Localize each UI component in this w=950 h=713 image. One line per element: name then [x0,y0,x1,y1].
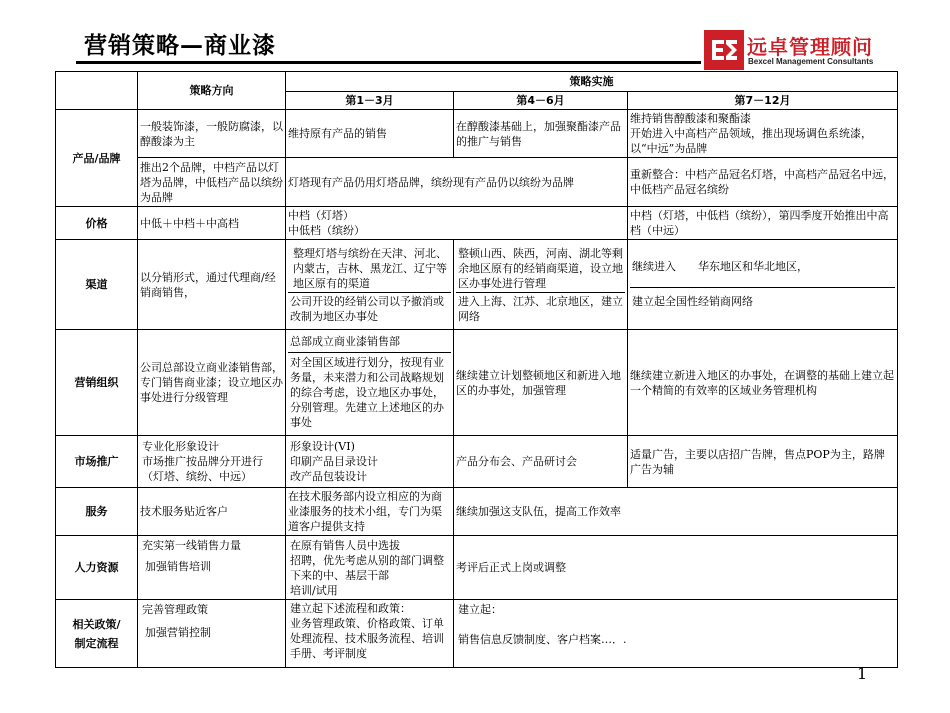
service-p1: 在技术服务部内设立相应的为商业漆服务的技术小组，专门为渠道客户提供支持 [286,488,454,536]
strategy-table [55,71,898,668]
org-p1-part-a: 总部成立商业漆销售部 [290,335,400,348]
channel-p3-part-a: 继续进入 华东地区和华北地区， [632,259,808,273]
policy-direction [138,600,286,668]
row-label-policy-line-b: 制定流程 [74,636,119,650]
company-logo [704,30,882,70]
service-direction: 技术服务贴近客户 [138,488,286,536]
promo-p1-line-b: 印刷产品目录设计 [290,455,378,468]
hr-p23: 考评后正式上岗或调整 [454,536,898,600]
price-p12-line-a: 中档（灯塔） [288,209,354,222]
price-p12-line-b: 中低档（缤纷） [288,224,365,237]
row-label-channel: 渠道 [56,240,138,330]
promo-p2: 产品分布会、产品研讨会 [454,436,628,488]
org-p2: 继续建立计划整顿地区和新进入地区的办事处，加强管理 [454,330,628,436]
policy-direction-line-b: 加强营销控制 [145,626,211,639]
channel-direction: 以分销形式，通过代理商/经销商销售， [138,240,286,330]
header-period-2: 第4－6月 [454,92,628,110]
policy-p1-line-a: 建立起下述流程和政策： [290,602,411,615]
logo-name-cn: 远卓管理顾问 [747,35,873,59]
row-label-policy-line-a: 相关政策/ [72,617,121,631]
product-p1: 维持原有产品的销售 [286,110,454,158]
org-p3: 继续建立新进入地区的办事处，在调整的基础上建立起一个精简的有效率的区域业务管理机构 [628,330,898,436]
row-label-price: 价格 [56,207,138,240]
policy-p23 [454,600,898,668]
price-direction: 中低＋中档＋中高档 [138,207,286,240]
policy-p23-line-b: 销售信息反馈制度、客户档案…．. [458,633,627,646]
header-blank [56,72,138,92]
org-p1-part-b: 对全国区域进行划分，按现有业务量，未来潜力和公司战略规划的综合考虑，设立地区办事处，分别管理。先建立上述地区的办事处 [288,352,451,432]
channel-p2-part-a: 整顿山西、陕西，河南、湖北等剩余地区原有的经销商渠道，设立地区办事处进行管理 [458,246,623,290]
hr-direction-line-a: 充实第一线销售力量 [142,539,241,552]
product-p2: 在醇酸漆基础上，加强聚酯漆产品的推广与销售 [454,110,628,158]
logo-name-en: Bexcel Management Consultants [748,57,874,66]
header-strategy-direction: 策略方向 [138,72,286,110]
hr-p1-line-c: 培训/试用 [290,583,338,597]
hr-p1 [286,536,454,600]
org-direction: 公司总部设立商业漆销售部，专门销售商业漆；设立地区办事处进行分级管理 [138,330,286,436]
product-p3-reintegrate: 重新整合：中档产品冠名灯塔，中高档产品冠名中远，中低档产品冠名缤纷 [628,158,898,207]
product-p3 [628,110,898,158]
header-implementation: 策略实施 [286,72,898,92]
promo-p1 [286,436,454,488]
page-number: 1 [857,664,868,683]
price-p3: 中档（灯塔，中低档（缤纷），第四季度开始推出中高档（中远） [628,207,898,240]
hr-direction-line-b: 加强销售培训 [145,560,211,573]
channel-p1-part-a: 整理灯塔与缤纷在天津、河北、内蒙古，吉林、黑龙江、辽宁等地区原有的渠道 [293,246,447,290]
header-blank-lower [56,92,138,110]
promo-direction-line-b: 市场推广按品牌分开进行（灯塔、缤纷、中远） [142,455,263,483]
logo-mark-icon [704,30,744,70]
row-label-promo: 市场推广 [56,436,138,488]
product-direction-1: 一般装饰漆，一般防腐漆，以醇酸漆为主 [138,110,286,158]
hr-direction [138,536,286,600]
title-underline [76,61,701,64]
page-title: 营销策略—商业漆 [84,33,276,59]
promo-p3: 适量广告，主要以店招广告牌，售点POP为主，路牌广告为辅 [628,436,898,488]
product-p3-line-b: 开始进入中高档产品领域，推出现场调色系统漆，以“中远”为品牌 [630,127,872,155]
channel-p1 [286,240,454,330]
hr-p1-line-a: 在原有销售人员中选拔 [290,538,400,552]
product-p3-line-a: 维持销售醇酸漆和聚酯漆 [630,112,751,125]
policy-p23-line-a: 建立起： [458,603,502,616]
service-p23: 继续加强这支队伍，提高工作效率 [454,488,898,536]
hr-p1-line-b: 招聘，优先考虑从别的部门调整下来的中、基层干部 [290,553,444,582]
header-period-1: 第1－3月 [286,92,454,110]
policy-p1 [286,600,454,668]
row-label-service: 服务 [56,488,138,536]
header-period-3: 第7－12月 [628,92,898,110]
channel-p3 [628,240,898,330]
channel-p1-part-b: 公司开设的经销公司以予撤消或改制为地区办事处 [288,292,451,325]
product-direction-2: 推出2个品牌，中档产品以灯塔为品牌，中低档产品以缤纷为品牌 [138,158,286,207]
org-p1 [286,330,454,436]
promo-direction [138,436,286,488]
channel-p2-part-b: 进入上海、江苏、北京地区，建立网络 [456,292,625,325]
row-label-policy [56,600,138,668]
policy-direction-line-a: 完善管理政策 [142,603,208,616]
channel-p3-part-b: 建立起全国性经销商网络 [630,287,895,323]
row-label-hr: 人力资源 [56,536,138,600]
promo-p1-line-c: 改产品包装设计 [290,470,367,483]
row-label-product: 产品/品牌 [56,110,138,207]
promo-p1-line-a: 形象设计(VI) [290,440,355,453]
promo-direction-line-a: 专业化形象设计 [142,440,219,453]
policy-p1-line-b: 业务管理政策、价格政策、订单处理流程、技术服务流程、培训手册、考评制度 [290,617,444,660]
row-label-org: 营销组织 [56,330,138,436]
price-p12 [286,207,628,240]
channel-p2 [454,240,628,330]
product-p12-brands: 灯塔现有产品仍用灯塔品牌，缤纷现有产品仍以缤纷为品牌 [286,158,628,207]
